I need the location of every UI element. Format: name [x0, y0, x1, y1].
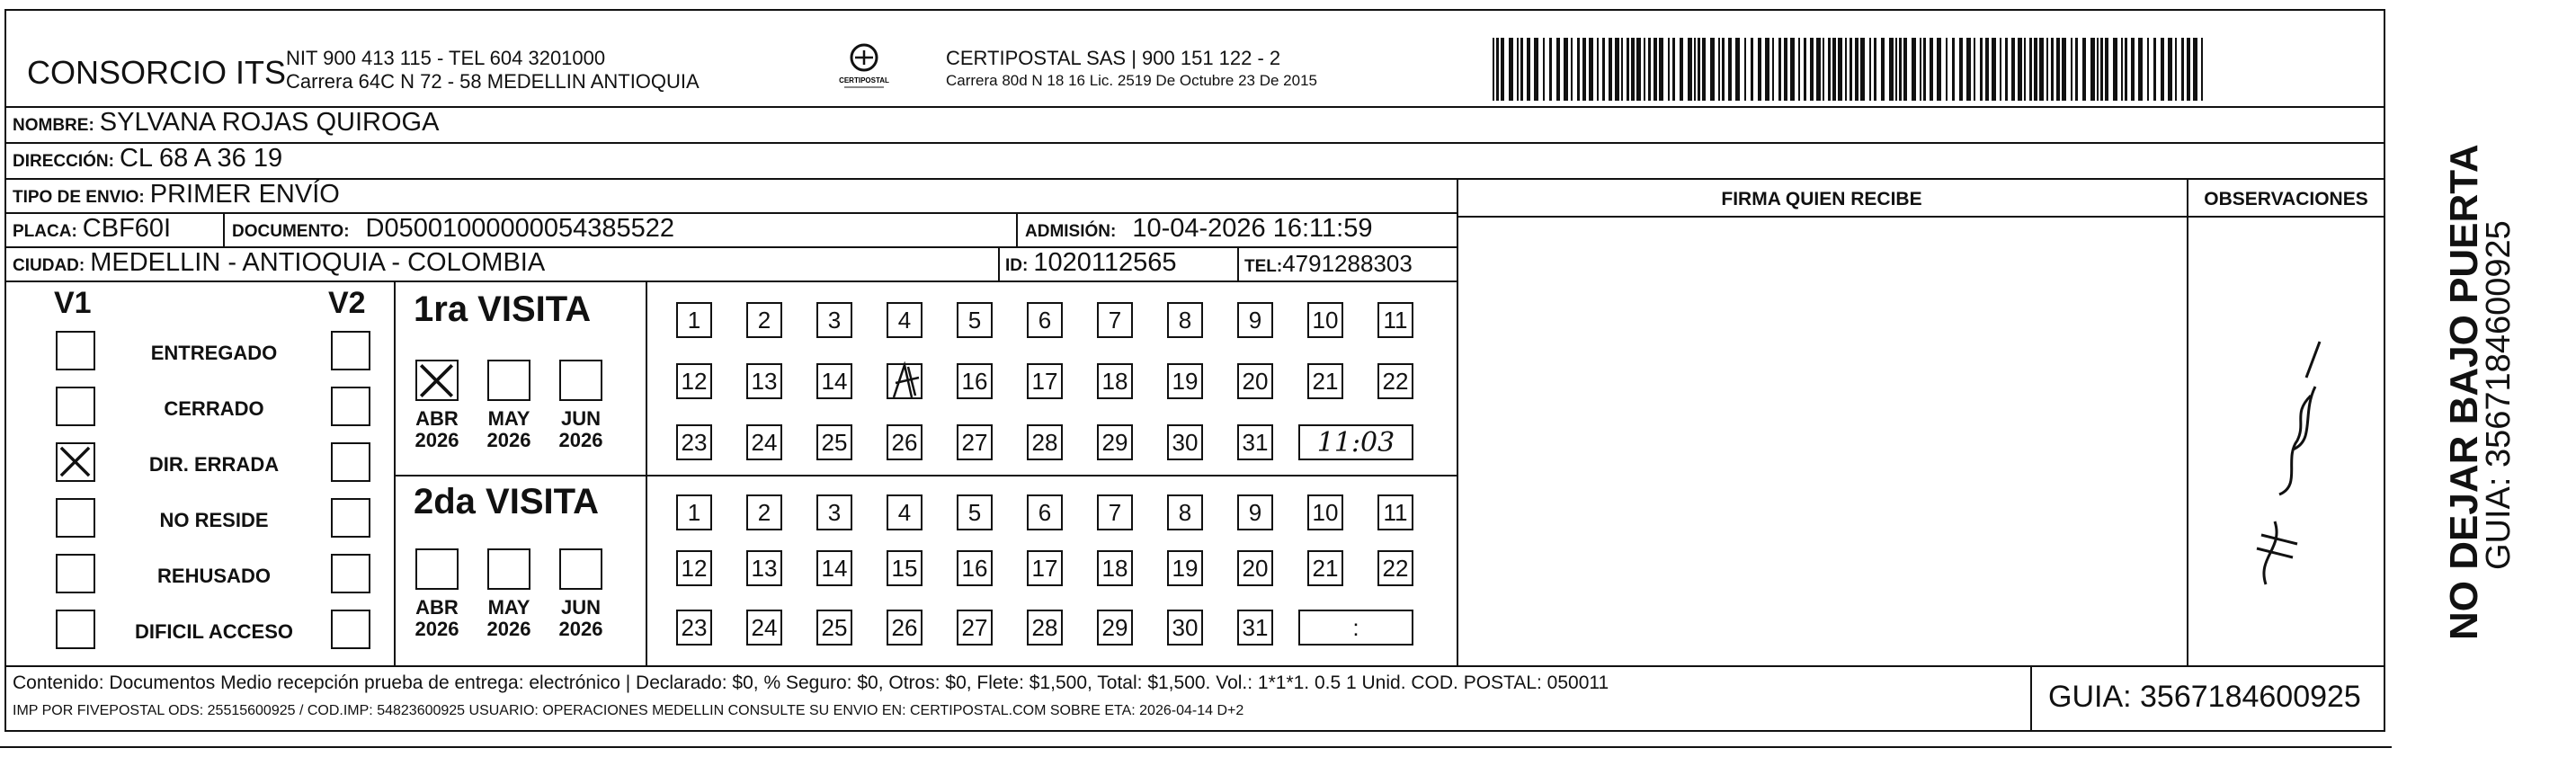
day-box[interactable]: 8	[1167, 494, 1203, 530]
v2-checkbox[interactable]	[331, 554, 370, 593]
day-box[interactable]: 10	[1307, 494, 1343, 530]
day-box[interactable]: 1	[676, 494, 712, 530]
certipostal-logo	[832, 40, 896, 94]
day-box[interactable]: 13	[746, 550, 782, 586]
visit1-title: 1ra VISITA	[414, 289, 592, 329]
footer-guia: GUIA: 3567184600925	[2048, 680, 2361, 714]
day-box[interactable]: 14	[816, 363, 852, 399]
day-box[interactable]: 3	[816, 302, 852, 338]
carrier-name: CERTIPOSTAL SAS | 900 151 122 - 2	[946, 47, 1281, 69]
id-row	[1005, 248, 1176, 278]
side-warning: NO DEJAR BAJO PUERTA	[2442, 144, 2486, 640]
day-box[interactable]: 29	[1097, 424, 1133, 460]
day-box[interactable]: 24	[746, 610, 782, 646]
day-box[interactable]: 17	[1027, 363, 1063, 399]
month-year: 2026	[486, 429, 531, 451]
row-divider	[4, 178, 2385, 180]
svg-text:CERTIPOSTAL: CERTIPOSTAL	[839, 76, 889, 85]
month-name: ABR	[415, 596, 459, 619]
direccion-value: CL 68 A 36 19	[119, 144, 283, 173]
day-box[interactable]: 9	[1237, 494, 1273, 530]
cell-divider	[1016, 212, 1018, 246]
status-option-label: REHUSADO	[157, 565, 271, 587]
status-option-label: ENTREGADO	[150, 342, 278, 364]
v1-checkbox[interactable]	[56, 331, 95, 370]
day-box[interactable]: 27	[957, 610, 993, 646]
v2-checkbox[interactable]	[331, 498, 370, 538]
nombre-value: SYLVANA ROJAS QUIROGA	[99, 108, 440, 137]
day-box[interactable]: 7	[1097, 302, 1133, 338]
month-name: JUN	[560, 596, 601, 619]
v1-checkbox[interactable]	[56, 387, 95, 426]
tel-row	[1244, 250, 1413, 278]
day-box[interactable]: 10	[1307, 302, 1343, 338]
tel-label: TEL:	[1244, 257, 1283, 276]
day-box[interactable]: 11	[1377, 494, 1413, 530]
tel-value: 4791288303	[1282, 250, 1413, 277]
day-box[interactable]: 25	[816, 424, 852, 460]
day-box[interactable]: 18	[1097, 363, 1133, 399]
status-option-label: DIFICIL ACCESO	[134, 620, 293, 643]
day-box[interactable]: 26	[887, 610, 923, 646]
day-box[interactable]: 19	[1167, 550, 1203, 586]
day-box[interactable]: 28	[1027, 610, 1063, 646]
nombre-row	[13, 108, 439, 138]
month-checkbox[interactable]	[487, 360, 530, 401]
right-header-divider	[1457, 216, 2385, 218]
ciudad-label: CIUDAD:	[13, 256, 85, 275]
day-box[interactable]: 4	[887, 302, 923, 338]
v1-checkbox[interactable]	[56, 610, 95, 649]
month-year: 2026	[414, 618, 459, 640]
day-box[interactable]: 30	[1167, 424, 1203, 460]
company-name: CONSORCIO ITS	[27, 54, 287, 91]
day-box[interactable]: 24	[746, 424, 782, 460]
month-checkbox[interactable]	[487, 548, 530, 590]
day-box[interactable]: 21	[1307, 550, 1343, 586]
tipo-row	[13, 180, 340, 209]
cell-divider	[1237, 246, 1239, 281]
day-box[interactable]: 15	[887, 550, 923, 586]
ciudad-value: MEDELLIN - ANTIOQUIA - COLOMBIA	[90, 248, 546, 277]
firma-label: FIRMA QUIEN RECIBE	[1721, 189, 1922, 209]
documento-row	[232, 214, 674, 244]
status-option-label: NO RESIDE	[159, 509, 269, 531]
tipo-label: TIPO DE ENVIO:	[13, 188, 145, 207]
footer-line-2: IMP POR FIVEPOSTAL ODS: 25515600925 / COD.IMP: 54823600925 USUARIO: OPERACIONES MEDELLIN CONSULTE SU ENVIO EN: CERTIPOSTAL.COM SOBRE ETA: 2026-04-14 D+2	[13, 703, 1244, 718]
month-year: 2026	[558, 618, 603, 640]
days-divider	[646, 281, 647, 665]
footer-guia-divider	[2030, 665, 2032, 732]
placa-row	[13, 214, 171, 244]
day-box[interactable]: 2	[746, 494, 782, 530]
month-name: MAY	[487, 596, 530, 619]
day-box[interactable]: 19	[1167, 363, 1203, 399]
observaciones-label: OBSERVACIONES	[2204, 189, 2368, 209]
day-box[interactable]: 13	[746, 363, 782, 399]
nombre-label: NOMBRE:	[13, 116, 94, 135]
v1-checkbox[interactable]	[56, 498, 95, 538]
day-box[interactable]: 3	[816, 494, 852, 530]
month-checkbox[interactable]	[415, 548, 459, 590]
month-label	[552, 597, 610, 640]
day-box[interactable]: 31	[1237, 610, 1273, 646]
id-value: 1020112565	[1033, 248, 1177, 277]
time-placeholder: :	[1352, 613, 1359, 641]
day-box[interactable]: 30	[1167, 610, 1203, 646]
time-box[interactable]	[1298, 424, 1413, 460]
row-divider	[4, 281, 1457, 282]
v1-checkbox[interactable]	[56, 554, 95, 593]
month-label	[408, 597, 466, 640]
month-label	[480, 408, 538, 451]
side-guia: GUIA: 3567184600925	[2480, 220, 2518, 570]
day-box[interactable]: 6	[1027, 302, 1063, 338]
ciudad-row	[13, 248, 545, 278]
admision-value: 10-04-2026 16:11:59	[1132, 214, 1373, 243]
documento-value: D05001000000054385522	[365, 214, 675, 243]
day-box[interactable]: 7	[1097, 494, 1133, 530]
footer-divider	[4, 665, 2385, 667]
day-box[interactable]	[887, 363, 923, 399]
cell-divider	[998, 246, 1000, 281]
day-box[interactable]: 16	[957, 550, 993, 586]
bottom-edge-line	[0, 746, 2392, 748]
v2-label: V2	[328, 286, 366, 320]
day-box[interactable]: 20	[1237, 363, 1273, 399]
v2-checkbox[interactable]	[331, 387, 370, 426]
month-label	[480, 597, 538, 640]
day-box[interactable]: 28	[1027, 424, 1063, 460]
day-box[interactable]: 5	[957, 302, 993, 338]
day-box[interactable]: 12	[676, 363, 712, 399]
day-box[interactable]: 22	[1377, 550, 1413, 586]
day-box[interactable]: 11	[1377, 302, 1413, 338]
footer-line-1: Contenido: Documentos Medio recepción prueba de entrega: electrónico | Declarado: $0, % Seguro: $0, Otros: $0, Flete: $1,500, Total: $1,500. Vol.: 1*1*1. 0.5 1 Unid. COD. POSTAL: 050011	[13, 672, 1609, 693]
day-box[interactable]: 22	[1377, 363, 1413, 399]
day-box[interactable]: 20	[1237, 550, 1273, 586]
status-divider	[394, 281, 396, 665]
id-label: ID:	[1005, 256, 1029, 275]
day-box[interactable]: 21	[1307, 363, 1343, 399]
month-name: ABR	[415, 407, 459, 430]
month-name: JUN	[560, 407, 601, 430]
day-box[interactable]: 23	[676, 424, 712, 460]
company-nit: NIT 900 413 115 - TEL 604 3201000	[286, 47, 606, 69]
day-box[interactable]: 6	[1027, 494, 1063, 530]
month-checkbox[interactable]	[415, 360, 459, 401]
v1-checkbox[interactable]	[56, 442, 95, 482]
direccion-label: DIRECCIÓN:	[13, 152, 114, 171]
barcode	[1493, 38, 2212, 101]
day-box[interactable]: 27	[957, 424, 993, 460]
day-box[interactable]: 26	[887, 424, 923, 460]
firma-left-border	[1457, 178, 1458, 665]
month-checkbox[interactable]	[559, 360, 602, 401]
month-year: 2026	[486, 618, 531, 640]
day-box[interactable]: 8	[1167, 302, 1203, 338]
month-year: 2026	[558, 429, 603, 451]
day-box[interactable]: 17	[1027, 550, 1063, 586]
day-box[interactable]: 9	[1237, 302, 1273, 338]
v1-label: V1	[54, 286, 92, 320]
row-divider	[4, 142, 2385, 144]
day-box[interactable]: 12	[676, 550, 712, 586]
placa-value: CBF60I	[82, 214, 172, 243]
direccion-row	[13, 144, 282, 174]
month-year: 2026	[414, 429, 459, 451]
placa-label: PLACA:	[13, 222, 77, 241]
v2-checkbox[interactable]	[331, 331, 370, 370]
visit-divider	[394, 475, 1457, 476]
handwritten-time: 11:03	[1316, 426, 1395, 459]
admision-label: ADMISIÓN:	[1025, 222, 1117, 241]
company-address: Carrera 64C N 72 - 58 MEDELLIN ANTIOQUIA	[286, 70, 700, 93]
documento-label: DOCUMENTO:	[232, 222, 350, 241]
day-box[interactable]: 18	[1097, 550, 1133, 586]
observaciones-left-border	[2187, 178, 2188, 665]
admision-row	[1025, 214, 1372, 244]
day-box[interactable]: 29	[1097, 610, 1133, 646]
day-box[interactable]: 2	[746, 302, 782, 338]
status-option-label: CERRADO	[164, 397, 264, 420]
day-box[interactable]: 14	[816, 550, 852, 586]
day-box[interactable]: 1	[676, 302, 712, 338]
month-label	[552, 408, 610, 451]
month-name: MAY	[487, 407, 530, 430]
v2-checkbox[interactable]	[331, 442, 370, 482]
day-box[interactable]: 23	[676, 610, 712, 646]
day-box[interactable]: 4	[887, 494, 923, 530]
tipo-value: PRIMER ENVÍO	[149, 180, 340, 209]
month-checkbox[interactable]	[559, 548, 602, 590]
day-box[interactable]: 5	[957, 494, 993, 530]
v2-checkbox[interactable]	[331, 610, 370, 649]
carrier-license: Carrera 80d N 18 16 Lic. 2519 De Octubre 23 De 2015	[946, 72, 1317, 89]
cell-divider	[223, 212, 225, 246]
status-option-label: DIR. ERRADA	[148, 453, 280, 476]
time-box[interactable]	[1298, 610, 1413, 646]
day-box[interactable]: 31	[1237, 424, 1273, 460]
month-label	[408, 408, 466, 451]
day-box[interactable]: 25	[816, 610, 852, 646]
day-box[interactable]: 16	[957, 363, 993, 399]
visit2-title: 2da VISITA	[414, 482, 599, 521]
